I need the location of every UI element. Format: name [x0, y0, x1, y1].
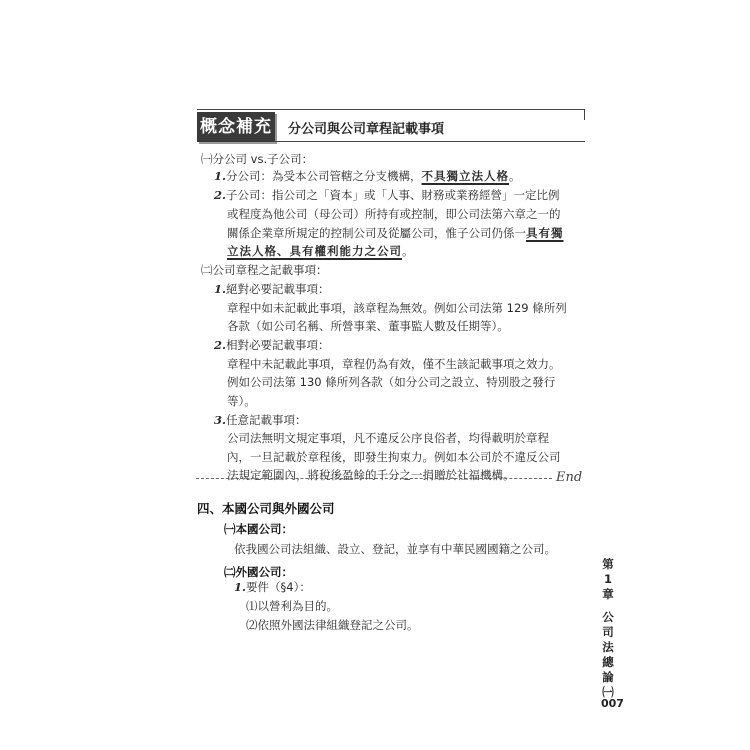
section2-item2-line1: 章程中未記載此事項，章程仍為有效，僅不生該記載事項之效力。 — [227, 357, 561, 371]
item-text: 子公司：指公司之「資本」或「人事、財務或業務經營」一定比例 — [226, 188, 560, 202]
section2-item1-title — [214, 281, 330, 297]
header-top-rule — [197, 109, 585, 110]
emphasis-text: 立法人格、具有權利能力之公司 — [227, 244, 402, 258]
emphasis-text: 不具獨立法人格 — [421, 169, 510, 183]
item-number: 1. — [234, 580, 247, 594]
chapter-side-label: 第 1 章 公 司 法 總 論 ㈠ — [602, 557, 614, 699]
section2-item2-line3: 等）。 — [227, 394, 256, 408]
page-number: 007 — [601, 697, 624, 710]
emphasis-text: 具有獨 — [526, 226, 564, 240]
item-title: 相對必要記載事項： — [226, 338, 330, 352]
item-text: 分公司：為受本公司管轄之分支機構， — [226, 169, 422, 183]
item-text: 關係企業章所規定的控制公司及從屬公司，惟子公司仍係一 — [227, 226, 526, 240]
end-dashed-rule — [196, 478, 552, 479]
requirements-text: 要件（§4）： — [246, 580, 311, 594]
header-bottom-rule — [275, 141, 585, 142]
section2-item3-line1: 公司法無明文規定事項，凡不違反公序良俗者，均得載明於章程 — [227, 431, 549, 445]
concept-badge: 概念補充 — [197, 112, 275, 142]
section1-item2-line4 — [227, 243, 414, 259]
requirement-2: ⑵依照外國法律組織登記之公司。 — [246, 618, 419, 632]
section1-item2-line1 — [214, 187, 560, 203]
item-tail: 。 — [509, 169, 521, 183]
header-end-tick — [584, 109, 585, 120]
end-mark: End — [556, 470, 583, 485]
section1-item2-line3 — [227, 225, 564, 241]
section2-item3-line2: 內，一旦記載於章程後，即發生拘束力。例如本公司於不違反公司 — [227, 450, 561, 464]
foreign-requirements — [234, 579, 311, 595]
requirement-1: ⑴以營利為目的。 — [246, 599, 338, 613]
item-number: 1. — [214, 169, 227, 183]
item-number: 2. — [214, 188, 227, 202]
section2-item2-title — [214, 337, 330, 353]
section2-item3-title — [214, 412, 307, 428]
concept-title: 分公司與公司章程記載事項 — [288, 122, 445, 137]
item-tail: 。 — [402, 244, 414, 258]
section2-item1-line2: 各款（如公司名稱、所營事業、董事監人數及任期等）。 — [227, 319, 509, 333]
section4-title: 四、本國公司與外國公司 — [197, 501, 335, 516]
item-number: 1. — [214, 282, 227, 296]
domestic-company-heading: ㈠本國公司： — [224, 522, 293, 536]
section1-item1 — [214, 168, 521, 184]
section2-item1-line1: 章程中如未記載此事項，該章程為無效。例如公司法第 129 條所列 — [227, 301, 567, 315]
item-number: 3. — [214, 413, 227, 427]
item-number: 2. — [214, 338, 227, 352]
section2-item2-line2: 例如公司法第 130 條所列各款（如分公司之設立、特別股之發行 — [227, 375, 556, 389]
section2-heading: ㈡公司章程之記載事項： — [201, 263, 328, 277]
domestic-company-text: 依我國公司法組織、設立、登記，並享有中華民國國籍之公司。 — [234, 542, 556, 556]
foreign-company-heading: ㈡外國公司： — [224, 565, 293, 579]
section2-item3-line3: 法規定範圍內，將稅後盈餘的千分之一捐贈於社福機構。 — [227, 468, 515, 482]
section1-item2-line2: 或程度為他公司（母公司）所持有或控制，即公司法第六章之一的 — [227, 207, 561, 221]
item-title: 絕對必要記載事項： — [226, 282, 330, 296]
section1-heading: ㈠分公司 vs.子公司： — [201, 152, 314, 166]
item-title: 任意記載事項： — [226, 413, 307, 427]
